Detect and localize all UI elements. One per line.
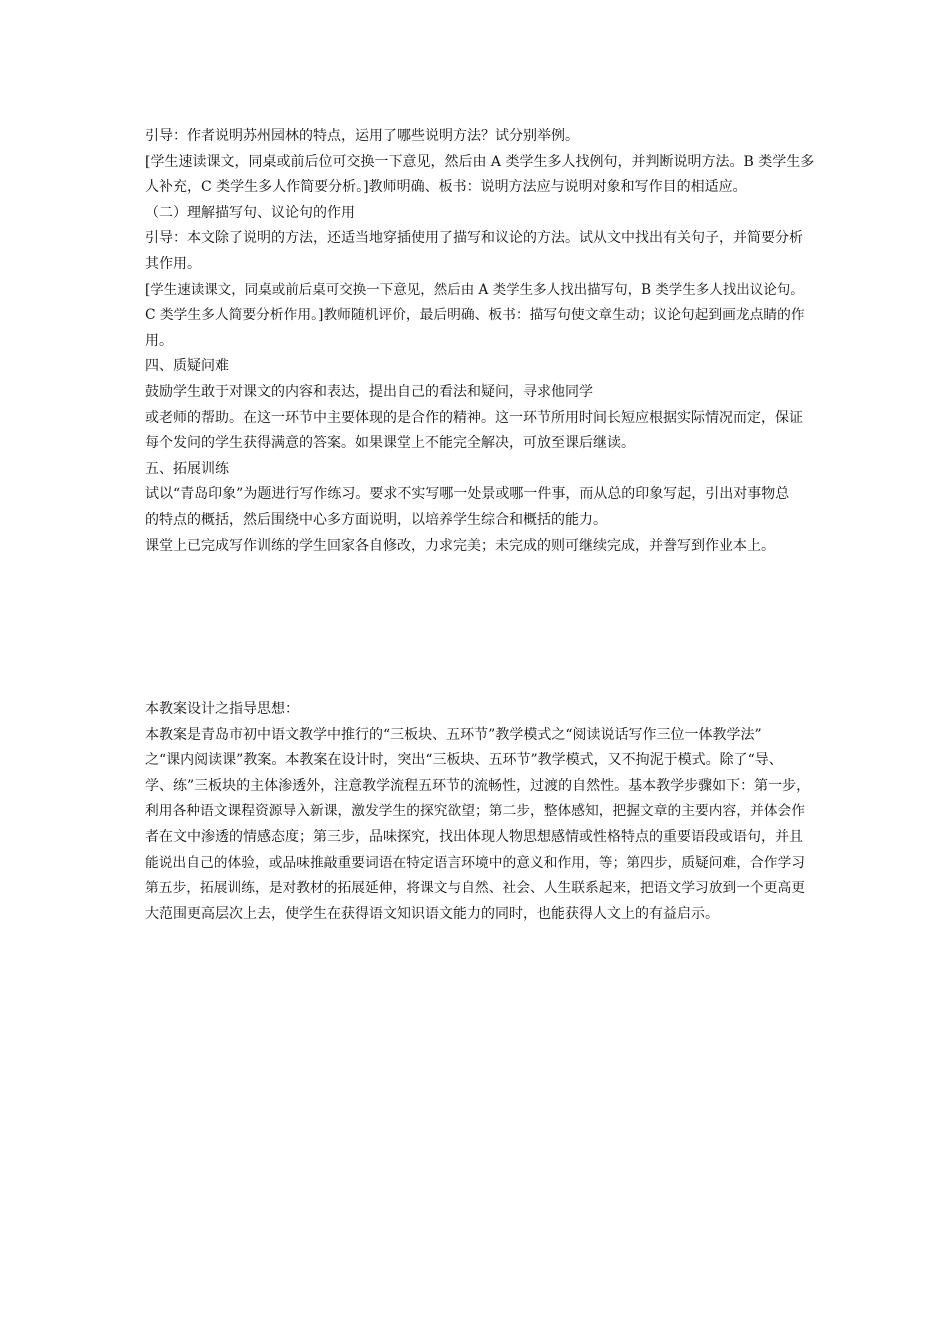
text-line: 本教案是青岛市初中语文教学中推行的“三板块、五环节”教学模式之“阅读说话写作三位一体教学法” (145, 726, 762, 743)
subheading-line: （二）理解描写句、议论句的作用 (145, 204, 355, 221)
text-line: [学生速读课文，同桌或前后桌可交换一下意见，然后由 A 类学生多人找出描写句，B 类学生多人找出议论句。 (145, 281, 804, 298)
section-heading: 五、拓展训练 (145, 460, 229, 477)
text-line: 者在文中渗透的情感态度；第三步，品味探究，找出体现人物思想感情或性格特点的重要语段或语句，并且 (145, 828, 803, 845)
text-line: 引导：本文除了说明的方法，还适当地穿插使用了描写和议论的方法。试从文中找出有关句子，并简要分析 (145, 230, 803, 247)
text-line: 能说出自己的体验，或品味推敲重要词语在特定语言环境中的意义和作用，等；第四步，质疑问难，合作学习 (145, 854, 806, 871)
text-line: 引导：作者说明苏州园林的特点，运用了哪些说明方法？试分别举例。 (145, 128, 579, 144)
text-line: 或老师的帮助。在这一环节中主要体现的是合作的精神。这一环节所用时间长短应根据实际情况而定，保证 (145, 409, 803, 426)
text-line: 第五步，拓展训练，是对教材的拓展延伸，将课文与自然、社会、人生联系起来，把语文学习放到一个更高更 (145, 880, 806, 897)
text-line: 每个发问的学生获得满意的答案。如果课堂上不能完全解决，可放至课后继读。 (145, 435, 635, 452)
text-line: 大范围更高层次上去，使学生在获得语文知识语文能力的同时，也能获得人文上的有益启示。 (145, 905, 719, 922)
guiding-thought-section (145, 697, 815, 927)
text-line: 试以“青岛印象”为题进行写作练习。要求不实写哪一处景或哪一件事，而从总的印象写起，引出对事物总 (145, 486, 790, 503)
section-heading: 四、质疑问难 (145, 358, 229, 375)
text-line: 课堂上已完成写作训练的学生回家各自修改，力求完美；未完成的则可继续完成，并誊写到作业本上。 (145, 537, 775, 554)
text-line: C 类学生多人简要分析作用。]教师随机评价，最后明确、板书：描写句使文章生动；议论句起到画龙点睛的作 (145, 307, 805, 324)
text-line: 用。 (145, 332, 173, 349)
text-line: 利用各种语文课程资源导入新课，激发学生的探究欲望；第二步，整体感知，把握文章的主要内容，并体会作 (145, 803, 806, 820)
section-heading: 本教案设计之指导思想： (145, 701, 299, 717)
text-line: 的特点的概括，然后围绕中心多方面说明，以培养学生综合和概括的能力。 (145, 511, 607, 528)
text-line: 人补充，C 类学生多人作简要分析。]教师明确、板书：说明方法应与说明对象和写作目的相适应。 (145, 179, 747, 196)
text-line: 之“课内阅读课”教案。本教案在设计时，突出“三板块、五环节”教学模式，又不拘泥于模式。除了“导、 (145, 752, 783, 769)
text-line: 鼓励学生敢于对课文的内容和表达，提出自己的看法和疑问，寻求他同学 (145, 383, 593, 400)
text-line: [学生速读课文，同桌或前后位可交换一下意见，然后由 A 类学生多人找例句，并判断说明方法。B 类学生多 (145, 153, 815, 170)
text-line: 学、练”三板块的主体渗透外，注意教学流程五环节的流畅性，过渡的自然性。基本教学步骤如下：第一步， (145, 777, 811, 794)
text-line: 其作用。 (145, 255, 201, 272)
lesson-plan-section (145, 124, 815, 559)
